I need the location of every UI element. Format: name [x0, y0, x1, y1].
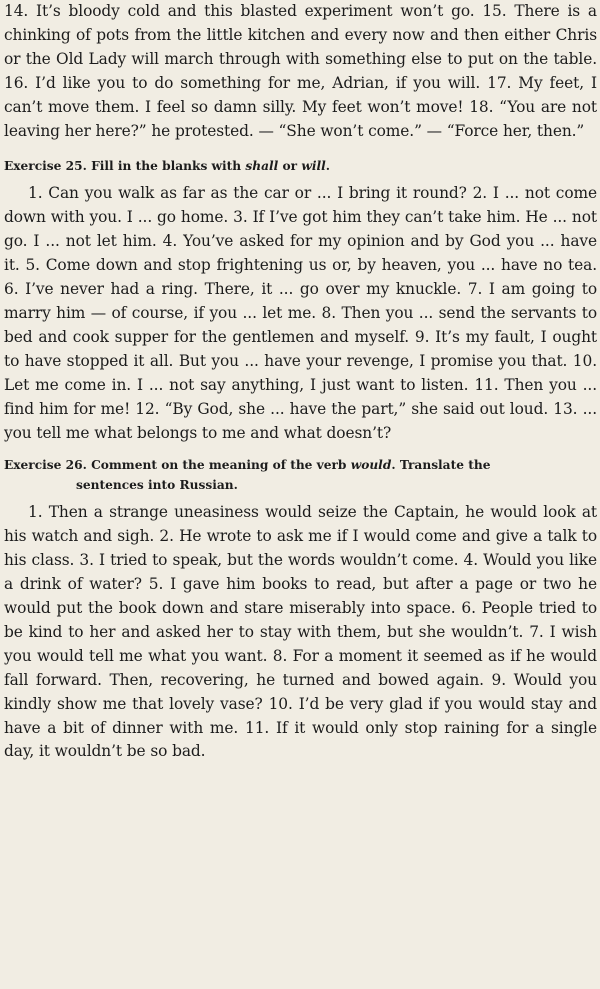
exercise-25-text: 1. Can you walk as far as the car or ... I bring it round? 2. I ... not come down with you. I ... go home. 3. If I’ve got him they can’t take him. He ... not go. I ... not let him. 4. You’ve asked for my opinion and by God you ... have it. 5. Come down and stop frightening us or, by heaven, you ... have no tea. 6. I’ve never had a ring. There, it ... go over my knuckle. 7. I am going to marry him — of course, if you ... let me. 8. Then you ... send the servants to bed and cook supper for the gentlemen and myself. 9. It’s my fault, I ought to have stopped it all. But you ... have your revenge, I promise you that. 10. Let me come in. I ... not say anything, I just want to listen. 11. Then you ... find him for me! 12. “By God, she ... have the part,” she said out loud. 13. ... you tell me what belongs to me and what doesn’t? [4, 184, 597, 442]
exercise-26-heading-prefix: Exercise 26. Comment on the meaning of the verb [4, 458, 351, 473]
exercise-25-heading-will: will [301, 159, 326, 174]
exercise-26-text: 1. Then a strange uneasiness would seize the Captain, he would look at his watch and sigh. 2. He wrote to ask me if I would come and give a talk to his class. 3. I tried to speak, but the words wouldn’t come. 4. Would you like a drink of water? 5. I gave him books to read, but after a page or two he would put the book down and stare miserably into space. 6. People tried to be kind to her and asked her to stay with them, but she wouldn’t. 7. I wish you would tell me what you want. 8. For a moment it seemed as if he would fall forward. Then, recovering, he turned and bowed again. 9. Would you kindly show me that lovely vase? 10. I’d be very glad if you would stay and have a bit of dinner with me. 11. If it would only stop raining for a single day, it wouldn’t be so bad. [4, 503, 597, 761]
exercise-24-continuation: 14. It’s bloody cold and this blasted experiment won’t go. 15. There is a chinking of pots from the little kitchen and every now and then either Chris or the Old Lady will march through with something else to put on the table. 16. I’d like you to do something for me, Adrian, if you will. 17. My feet, I can’t move them. I feel so damn silly. My feet won’t move! 18. “You are not leaving her here?” he protested. — “She won’t come.” — “Force her, then.” [4, 2, 597, 140]
exercise-26-heading-would: would [350, 458, 392, 473]
exercise-26-heading [4, 455, 597, 495]
exercise-26-heading-line2: sentences into Russian. [76, 478, 238, 493]
exercise-25-heading-prefix: Exercise 25. Fill in the blanks with [4, 159, 246, 174]
exercise-26-heading-mid: . Translate the [391, 458, 491, 473]
exercise-25-heading-or: or [278, 159, 302, 174]
exercise-25-heading [4, 156, 597, 176]
exercise-25-heading-shall: shall [245, 159, 279, 174]
exercise-25-heading-end: . [325, 159, 330, 174]
